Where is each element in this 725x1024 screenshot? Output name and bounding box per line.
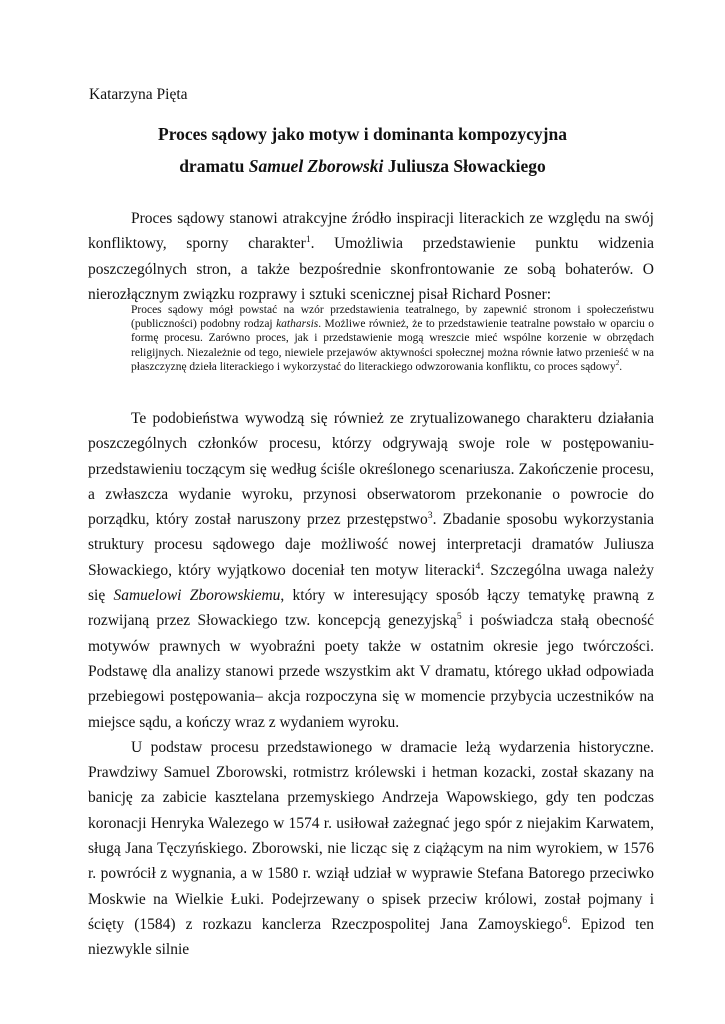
footnote-ref-2: 2	[615, 358, 620, 367]
title-prefix: dramatu	[179, 156, 249, 176]
footnote-ref-3: 3	[427, 510, 433, 522]
title-line-2	[60, 156, 665, 177]
footnote-ref-5: 5	[456, 611, 462, 623]
p1-text-1: Proces sądowy stanowi atrakcyjne źródło inspiracji literackich ze względu na swój konfliktowy, sporny charakter	[88, 210, 654, 253]
author-name: Katarzyna Pięta	[89, 86, 188, 103]
p2-text-3: . Szczególna uwaga należy się	[88, 561, 654, 605]
quote-end: .	[619, 360, 623, 373]
paragraph-1	[88, 206, 654, 307]
paragraph-3	[88, 735, 654, 963]
paragraph-2	[88, 406, 654, 735]
p2-text-5: i poświadcza stałą obecność motywów prawnych w wyobraźni poety także w ostatnim okresie jego twórczości. Podstawę dla analizy stanowi przede wszystkim akt V dramatu, którego układ odpowiada przebiegowi postępowania– akcja rozpoczyna się w momencie przybycia uczestników na miejsce sądu, a kończy wraz z wydaniem wyroku.	[88, 612, 655, 731]
p3-text-2: . Epizod ten niezwykle silnie	[88, 915, 655, 959]
p2-text-4: , który w interesujący sposób łączy tematykę prawną z rozwijaną przez Słowackiego tzw. koncepcją genezyjską	[88, 587, 655, 630]
quote-italic: katharsis	[276, 318, 319, 331]
footnote-ref-6: 6	[562, 914, 568, 926]
block-quote	[131, 303, 654, 374]
p2-italic: Samuelowi Zborowskiemu	[113, 587, 281, 605]
main-block	[88, 406, 654, 963]
quote-text-2: . Możliwe również, że to przedstawienie teatralne powstało w oparciu o formę procesu. Zarówno proces, jak i przedstawienie mogą wreszcie mieć wspólne korzenie w obrzędach religijnych. Niezależnie od tego, niewiele przejawów aktywności społecznej można równie łatwo przenieść w na płaszczyznę dzieła literackiego i wykorzystać do literackiego odwzorowania konfliktu, co proces sądowy	[131, 318, 655, 373]
title-italic: Samuel Zborowski	[248, 156, 384, 176]
quote-paragraph	[131, 303, 654, 374]
title-line-1: Proces sądowy jako motyw i dominanta kompozycyjna	[158, 124, 567, 144]
quote-text-1: Proces sądowy mógł powstać na wzór przedstawienia teatralnego, by zapewnić stronom i społeczeństwu (publiczności) podobny rodzaj	[131, 304, 654, 331]
intro-block	[88, 206, 654, 307]
p3-text-1: U podstaw procesu przedstawionego w dramacie leżą wydarzenia historyczne. Prawdziwy Samuel Zborowski, rotmistrz królewski i hetman kozacki, został skazany na banicję za zabicie kasztelana przemyskiego Andrzeja Wapowskiego, gdy ten podczas koronacji Henryka Walezego w 1574 r. usiłował zażegnać jego spór z niejakim Karwatem, sługą Jana Tęczyńskiego. Zborowski, nie licząc się z ciążącym na nim wyrokiem, w 1576 r. powrócił z wygnania, a w 1580 r. wziął udział w wyprawie Stefana Batorego przeciwko Moskwie na Wielkie Łuki. Podejrzewany o spisek przeciw królowi, został pojmany i ścięty (1584) z rozkazu kanclerza Rzeczpospolitej Jana Zamoyskiego	[88, 738, 654, 933]
footnote-ref-4: 4	[475, 560, 481, 572]
footnote-ref-1: 1	[305, 234, 311, 246]
title-suffix: Juliusza Słowackiego	[383, 156, 546, 176]
p1-text-2: . Umożliwia przedstawienie punktu widzenia poszczególnych stron, a także bezpośrednie skonfrontowanie ze sobą bohaterów. O nierozłącznym związku rozprawy i sztuki scenicznej pisał Richard Posner:	[88, 235, 654, 303]
p2-text-1: Te podobieństwa wywodzą się również ze zrytualizowanego charakteru działania poszczególnych członków procesu, którzy odgrywają swoje role w postępowaniu-przedstawieniu toczącym się według ściśle określonego scenariusza. Zakończenie procesu, a zwłaszcza wydanie wyroku, przynosi obserwatorom przekonanie o powrocie do porządku, który został naruszony przez przestępstwo	[88, 410, 654, 529]
p2-text-2: . Zbadanie sposobu wykorzystania struktury procesu sądowego daje możliwość nowej interpretacji dramatów Juliusza Słowackiego, który wyjątkowo doceniał ten motyw literacki	[88, 511, 655, 579]
